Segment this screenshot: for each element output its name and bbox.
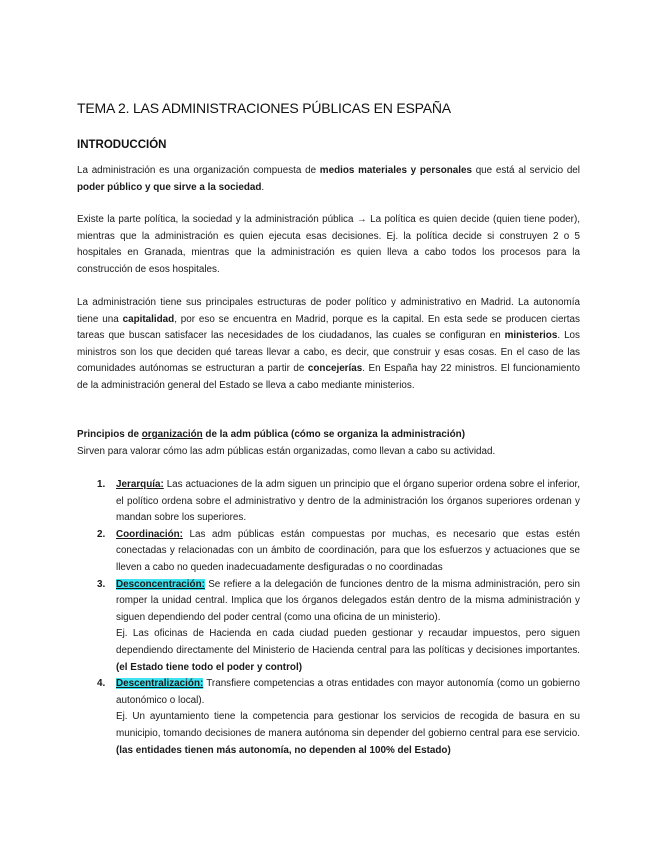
paragraph-definition: La administración es una organización compuesta de medios materiales y personales que está al servicio del poder público y que sirve a la sociedad. (77, 165, 580, 193)
list-item: 4. Descentralización: Transfiere competencias a otras entidades con mayor autonomía (como un gobierno autonómico o local). Ej. Un ayuntamiento tiene la competencia para gestionar los servicios de recogida de basura en su municipio, tomando decisiones de manera autónoma sin depender del gobierno central para ese servicio. (las entidades tienen más autonomía, no dependen al 100% del Estado) (97, 676, 580, 759)
list-number: 2. (97, 528, 106, 540)
principles-heading: Principios de organización de la adm pública (cómo se organiza la administración) (77, 429, 465, 440)
paragraph-politics: Existe la parte política, la sociedad y la administración pública → La política es quien decide (quien tiene poder), mientras que la administración es quien ejecuta esas decisiones. Ej. la política decide si construyen 2 o 5 hospitales en Granada, mientras que la administración es quien lleva a cabo todos los procesos para la construcción de esos hospitales. (77, 214, 580, 275)
principles-subtitle: Sirven para valorar cómo las adm públicas están organizadas, como llevan a cabo su actividad. (77, 445, 496, 457)
principles-list (97, 477, 580, 759)
term-jerarquia: Jerarquía: (116, 479, 164, 490)
list-number: 4. (97, 678, 106, 690)
list-item: 2. Coordinación: Las adm públicas están compuestas por muchas, es necesario que estas estén conectadas y relacionadas con un ámbito de coordinación, para que los esfuerzos y actuaciones que se lleven a cabo no queden inadecuadamente desfiguradas o no coordinadas (97, 528, 580, 573)
section-heading-introduccion: INTRODUCCIÓN (77, 139, 167, 151)
example-text: Ej. Las oficinas de Hacienda en cada ciudad pueden gestionar y recaudar impuestos, pero siguen dependiendo directamente del Ministerio de Hacienda central para las políticas y decisiones importantes. (el Estado tiene todo el poder y control) (116, 628, 580, 673)
term-descentralizacion: Descentralización: (116, 678, 204, 690)
principles-block (77, 427, 580, 460)
list-number: 1. (97, 479, 106, 490)
term-coordinacion: Coordinación: (116, 528, 183, 540)
term-desconcentracion: Desconcentración: (116, 578, 205, 590)
list-item: 3. Desconcentración: Se refiere a la delegación de funciones dentro de la misma administración, pero sin romper la unidad central. Implica que los órganos delegados están dentro de la misma administración y siguen dependiendo del poder central (como una oficina de un ministerio). Ej. Las oficinas de Hacienda en cada ciudad pueden gestionar y recaudar impuestos, pero siguen dependiendo directamente del Ministerio de Hacienda central para las políticas y decisiones importantes. (el Estado tiene todo el poder y control) (97, 577, 580, 677)
paragraph-structure: La administración tiene sus principales estructuras de poder político y administrativo en Madrid. La autonomía tiene una capitalidad, por eso se encuentra en Madrid, porque es la capital. En esta sede se producen ciertas tareas que buscan satisfacer las necesidades de los ciudadanos, las cuales se configuran en ministerios. Los ministros son los que deciden qué tareas llevar a cabo, es decir, que construir y esas cosas. En el caso de las comunidades autónomas se estructuran a partir de concejerías. En España hay 22 ministros. El funcionamiento de la administración general del Estado se lleva a cabo mediante ministerios. (77, 297, 580, 391)
list-number: 3. (97, 578, 106, 590)
document-title: TEMA 2. LAS ADMINISTRACIONES PÚBLICAS EN ESPAÑA (77, 100, 451, 116)
example-text: Ej. Un ayuntamiento tiene la competencia para gestionar los servicios de recogida de basura en su municipio, tomando decisiones de manera autónoma sin depender del gobierno central para ese servicio. (las entidades tienen más autonomía, no dependen al 100% del Estado) (116, 711, 580, 756)
list-item: 1. Jerarquía: Las actuaciones de la adm siguen un principio que el órgano superior ordena sobre el inferior, el político ordena sobre el administrativo y dentro de la administración los órganos superiores ordenan y mandan sobre los superiores. (97, 479, 580, 524)
